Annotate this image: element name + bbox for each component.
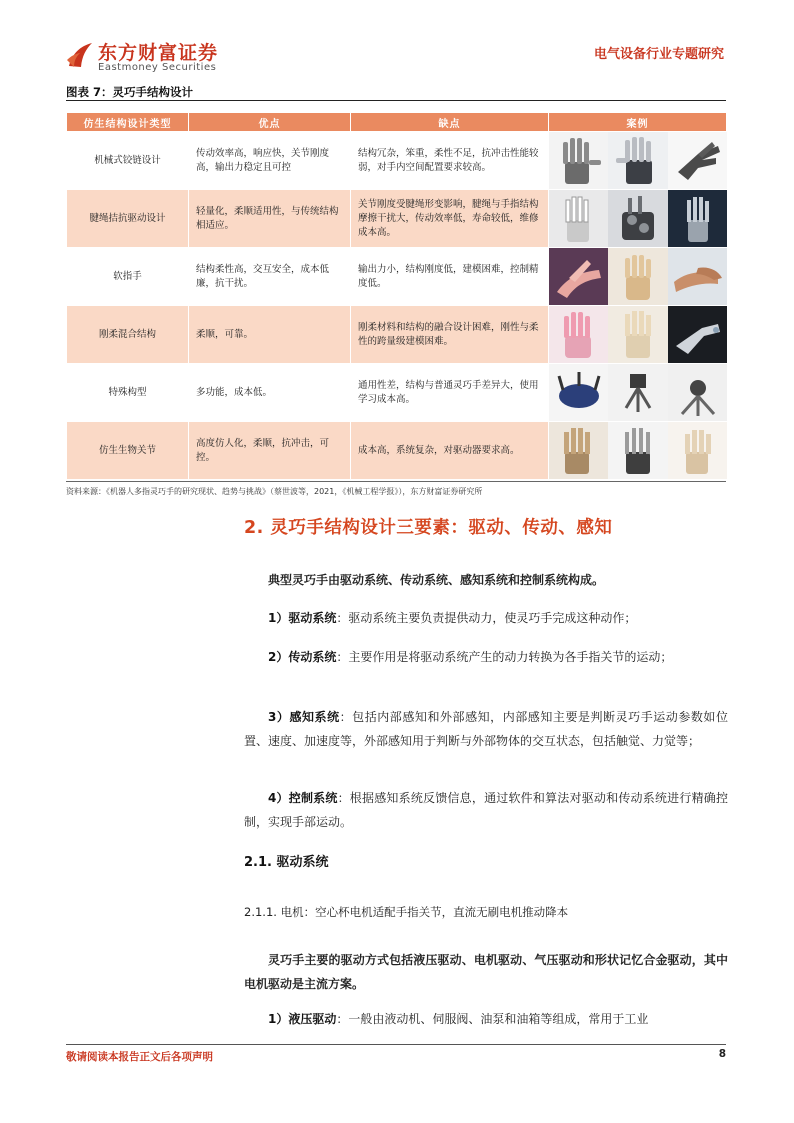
subsubsection-heading: 2.1.1. 电机：空心杯电机适配手指关节，直流无刷电机推动降本: [244, 905, 569, 919]
column-header: 优点: [189, 113, 351, 132]
item-transmission: [244, 645, 728, 669]
table-row: [67, 132, 727, 190]
cons-cell: 刚柔材料和结构的融合设计困难，刚性与柔性的跨量级建模困难。: [351, 306, 549, 364]
soft-hand-photo-icon: [668, 248, 727, 305]
column-header: 缺点: [351, 113, 549, 132]
design-type: 仿生生物关节: [67, 422, 189, 480]
page-header: [66, 36, 726, 78]
page-number: 8: [718, 1048, 726, 1060]
robot-hand-photo-icon: [668, 132, 727, 189]
pros-cell: 结构柔性高，交互安全，成本低廉，抗干扰。: [189, 248, 351, 306]
soft-hand-photo-icon: [608, 248, 668, 305]
item-text: ：根据感知系统反馈信息，通过软件和算法对驱动和传动系统进行精确控制，实现手部运动。: [244, 791, 728, 829]
soft-hand-photo-icon: [549, 248, 608, 305]
column-header: 案例: [549, 113, 727, 132]
hybrid-hand-photo-icon: [608, 306, 668, 363]
column-header: 仿生结构设计类型: [67, 113, 189, 132]
item-text: ：包括内部感知和外部感知，内部感知主要是判断灵巧手运动参数如位置、速度、加速度等，外部感知用于判断与外部物体的交互状态，包括触觉、力觉等；: [244, 710, 728, 748]
robot-hand-photo-icon: [549, 132, 608, 189]
drive-methods-text: 灵巧手主要的驱动方式包括液压驱动、电机驱动、气压驱动和形状记忆合金驱动，其中电机驱动是主流方案。: [244, 953, 728, 991]
case-images: [549, 422, 727, 480]
special-gripper-photo-icon: [668, 364, 727, 421]
case-images: [549, 190, 727, 248]
robot-hand-photo-icon: [608, 132, 668, 189]
intro-paragraph: [244, 568, 728, 592]
pros-cell: 高度仿人化，柔顺，抗冲击，可控。: [189, 422, 351, 480]
item-text: ：驱动系统主要负责提供动力，使灵巧手完成这种动作；: [336, 611, 637, 625]
cons-cell: 输出力小，结构刚度低，建模困难，控制精度低。: [351, 248, 549, 306]
design-type: 刚柔混合结构: [67, 306, 189, 364]
drive-methods-paragraph: [244, 948, 728, 996]
section-heading: 2. 灵巧手结构设计三要素：驱动、传动、感知: [244, 518, 613, 538]
pros-cell: 柔顺，可靠。: [189, 306, 351, 364]
table-row: [67, 248, 727, 306]
figure-bottom-rule: [66, 481, 726, 482]
hybrid-hand-photo-icon: [668, 306, 727, 363]
figure-title: 图表 7：灵巧手结构设计: [66, 85, 194, 99]
bionic-hand-photo-icon: [668, 422, 727, 479]
item-control: [244, 786, 728, 834]
pros-cell: 轻量化，柔顺适用性，与传统结构相适应。: [189, 190, 351, 248]
pros-cell: 传动效率高，响应快，关节刚度高，输出力稳定且可控: [189, 132, 351, 190]
figure-top-rule: [66, 100, 726, 101]
item-perception: [244, 705, 728, 753]
subsection-heading: 2.1. 驱动系统: [244, 855, 329, 870]
design-type: 软指手: [67, 248, 189, 306]
cons-cell: 通用性差，结构与普通灵巧手差异大，使用学习成本高。: [351, 364, 549, 422]
item-text: ：主要作用是将驱动系统产生的动力转换为各手指关节的运动；: [336, 650, 673, 664]
report-type: 电气设备行业专题研究: [593, 47, 724, 62]
hybrid-hand-photo-icon: [549, 306, 608, 363]
bionic-hand-photo-icon: [549, 422, 608, 479]
case-images: [549, 132, 727, 190]
item-label: 4）控制系统: [268, 791, 338, 805]
item-label: 1）液压驱动: [268, 1012, 337, 1026]
table-row: [67, 190, 727, 248]
special-gripper-photo-icon: [608, 364, 668, 421]
case-images: [549, 248, 727, 306]
item-label: 2）传动系统: [268, 650, 337, 664]
table-row: [67, 364, 727, 422]
item-drive: [244, 606, 728, 630]
design-type: 特殊构型: [67, 364, 189, 422]
company-name-cn: 东方财富证券: [98, 42, 219, 64]
eastmoney-logo-icon: [66, 40, 94, 70]
figure-source: 资料来源：《机器人多指灵巧手的研究现状、趋势与挑战》（蔡世波等，2021，《机械工程学报》），东方财富证券研究所: [66, 487, 483, 496]
cons-cell: 关节刚度受腱绳形变影响，腱绳与手指结构摩擦干扰大，传动效率低，寿命较低，维修成本高。: [351, 190, 549, 248]
structure-design-table: [66, 112, 727, 480]
case-images: [549, 306, 727, 364]
item-text: ：一般由液动机、伺服阀、油泵和油箱等组成，常用于工业: [336, 1012, 649, 1026]
intro-text: 典型灵巧手由驱动系统、传动系统、感知系统和控制系统构成。: [268, 573, 605, 587]
design-type: 机械式铰链设计: [67, 132, 189, 190]
bionic-hand-photo-icon: [608, 422, 668, 479]
robot-hand-photo-icon: [608, 190, 668, 247]
table-row: [67, 306, 727, 364]
company-name-en: Eastmoney Securities: [98, 62, 217, 73]
design-type: 腱绳拮抗驱动设计: [67, 190, 189, 248]
robot-hand-photo-icon: [668, 190, 727, 247]
pros-cell: 多功能，成本低。: [189, 364, 351, 422]
item-label: 1）驱动系统: [268, 611, 337, 625]
footer-disclaimer: 敬请阅读本报告正文后各项声明: [66, 1051, 213, 1063]
cons-cell: 结构冗杂，笨重，柔性不足，抗冲击性能较弱，对手内空间配置要求较高。: [351, 132, 549, 190]
table-row: [67, 422, 727, 480]
footer-rule: [66, 1044, 726, 1045]
item-label: 3）感知系统: [268, 710, 340, 724]
case-images: [549, 364, 727, 422]
robot-hand-photo-icon: [549, 190, 608, 247]
item-hydraulic: [244, 1007, 728, 1031]
special-gripper-photo-icon: [549, 364, 608, 421]
cons-cell: 成本高，系统复杂，对驱动器要求高。: [351, 422, 549, 480]
